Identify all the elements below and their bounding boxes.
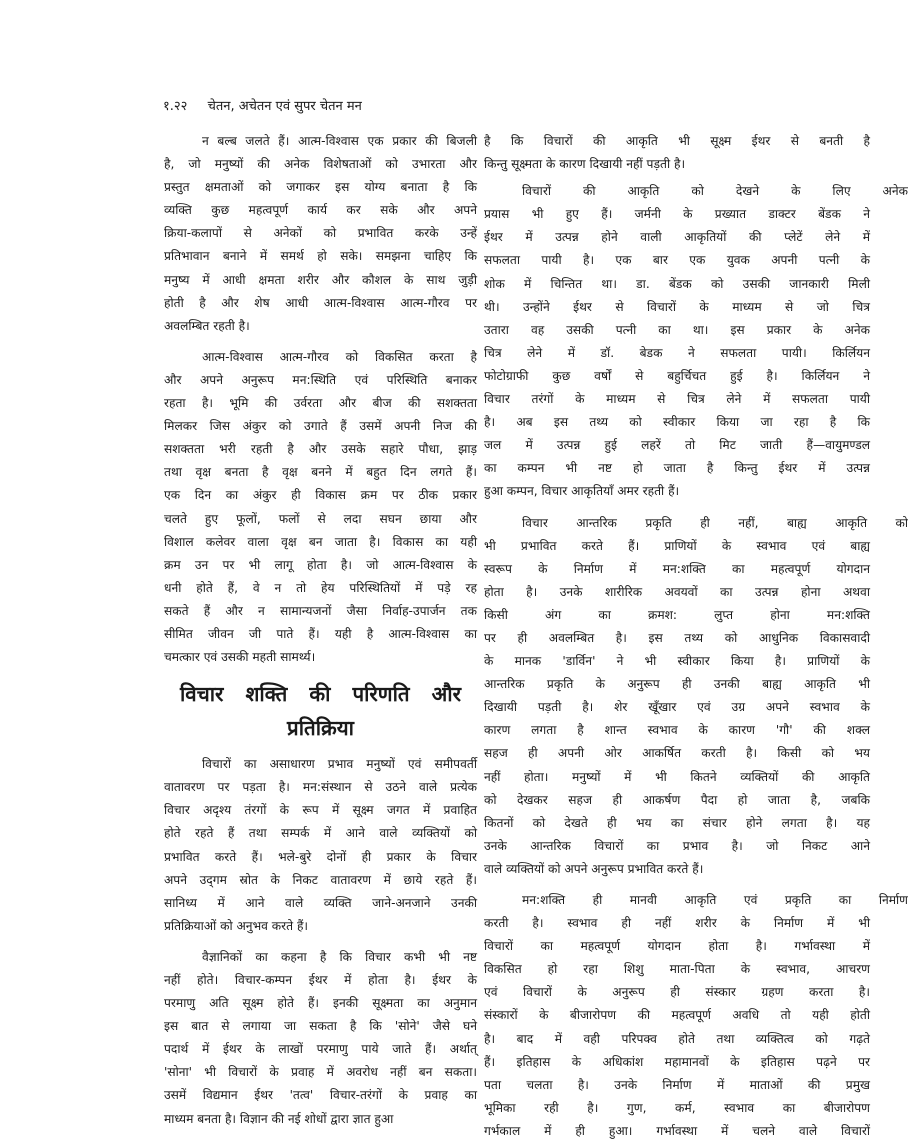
text-line: जल में उत्पन्न हुई लहरें तो मिट जाती हैं—वायुमण्डल bbox=[484, 438, 870, 453]
text-line: सकते हैं और न सामान्यजनों जैसा निर्वाह-उपार्जन तक bbox=[164, 603, 477, 618]
paragraph bbox=[164, 130, 477, 338]
text-line: धनी होते हैं, वे न तो हेय परिस्थितियों में पड़े रह bbox=[164, 580, 477, 595]
chapter-title: चेतन, अचेतन एवं सुपर चेतन मन bbox=[207, 99, 362, 114]
text-line: पता चलता है। उनके निर्माण में माताओं की प्रमुख bbox=[484, 1077, 870, 1092]
text-line: किन्तु सूक्ष्मता के कारण दिखायी नहीं पड़ती है। bbox=[484, 157, 686, 172]
text-line: प्रभावित करते हैं। भले-बुरे दोनों ही प्रकार के विचार bbox=[164, 849, 477, 864]
text-line: सहज ही अपनी ओर आकर्षित करती है। किसी को भय bbox=[484, 746, 870, 761]
text-line: कारण लगता है शान्त स्वभाव के कारण 'गौ' की शक्ल bbox=[484, 723, 870, 738]
text-line: प्रतिक्रियाओं को अनुभव करते हैं। bbox=[164, 918, 309, 933]
page-number: १.२२ bbox=[163, 99, 188, 114]
text-line: अवलम्बित रहती है। bbox=[164, 318, 250, 333]
text-line: आन्तरिक प्रकृति के अनुरूप ही उनकी बाह्य आकृति भी bbox=[484, 677, 870, 692]
text-line: विशाल कलेवर वाला वृक्ष बन जाता है। विकास का यही bbox=[164, 534, 477, 549]
text-line: सीमित जीवन जी पाते हैं। यही है आत्म-विश्वास का bbox=[164, 626, 477, 641]
text-line: मन:शक्ति ही मानवी आकृति एवं प्रकृति का निर्माण bbox=[522, 893, 908, 907]
text-line: संस्कारों के बीजारोपण की महत्वपूर्ण अवधि तो यही होती bbox=[484, 1008, 870, 1023]
text-line: है। अब इस तथ्य को स्वीकार किया जा रहा है कि bbox=[484, 415, 870, 430]
text-line: वैज्ञानिकों का कहना है कि विचार कभी भी नष्ट bbox=[202, 949, 477, 964]
paragraph bbox=[164, 753, 477, 938]
text-line: सानिध्य में आने वाले व्यक्ति जाने-अनजाने उनकी bbox=[164, 895, 477, 910]
text-line: प्रस्तुत क्षमताओं को जगाकर इस योग्य बनाता है कि bbox=[164, 180, 477, 195]
paragraph bbox=[484, 889, 908, 1143]
text-line: अपने उद्‌गम स्रोत के निकट वातावरण में छाये रहते हैं। bbox=[164, 872, 477, 887]
right-column bbox=[484, 130, 908, 1143]
text-line: विचारों की आकृति को देखने के लिए अनेक bbox=[522, 184, 908, 199]
text-line: चलते हुए फूलों, फलों से लदा सघन छाया और bbox=[164, 511, 477, 526]
text-line: उतारा वह उसकी पत्नी का था। इस प्रकार के अनेक bbox=[484, 322, 870, 337]
text-line: इस बात से लगाया जा सकता है कि 'सोने' जैसे घने bbox=[164, 1019, 477, 1034]
text-line: मनुष्य में आधी क्षमता शरीर और कौशल के साथ जुड़ी bbox=[164, 272, 477, 287]
text-line: क्रिया-कलापों से अनेकों को प्रभावित करके उन्हें bbox=[164, 226, 477, 241]
text-line: प्रयास भी हुए हैं। जर्मनी के प्रख्यात डाक्टर बेंडक ने bbox=[484, 207, 870, 222]
text-line: नहीं होते। विचार-कम्पन ईथर में होता है। ईथर के bbox=[164, 973, 477, 987]
section-heading-line: विचार शक्ति की परिणति और bbox=[180, 682, 461, 707]
text-line: हुआ कम्पन, विचार आकृतियाँ अमर रहती हैं। bbox=[484, 484, 680, 499]
text-line: वाले व्यक्तियों को अपने अनुरूप प्रभावित करते हैं। bbox=[484, 861, 704, 876]
text-line: वातावरण पर पड़ता है। मन:संस्थान से उठने वाले प्रत्येक bbox=[164, 780, 477, 795]
text-line: विचारों का महत्वपूर्ण योगदान होता है। गर्भावस्था में bbox=[484, 939, 870, 954]
text-line: चमत्कार एवं उसकी महती सामर्थ्य। bbox=[164, 650, 316, 665]
text-line: सशक्तता भरी रहती है और उसके सहारे पौधा, झाड़ bbox=[164, 442, 477, 457]
text-line: उनके आन्तरिक विचारों का प्रभाव है। जो निकट आने bbox=[484, 838, 870, 853]
text-line: ईथर में उत्पन्न होने वाली आकृतियों की प्लेटें लेने में bbox=[484, 230, 870, 245]
text-line: है कि विचारों की आकृति भी सूक्ष्म ईथर से बनती है bbox=[484, 134, 870, 148]
text-line: क्रम उन पर भी लागू होता है। जो आत्म-विश्वास के bbox=[164, 557, 477, 572]
text-line: न बल्ब जलते हैं। आत्म-विश्वास एक प्रकार की बिजली bbox=[202, 134, 477, 148]
text-line: आत्म-विश्वास आत्म-गौरव को विकसित करता है bbox=[202, 349, 477, 364]
text-line: 'सोना' भी विचारों के प्रवाह में अवरोध नहीं बन सकता। bbox=[164, 1065, 477, 1080]
text-line: होता है। उनके शारीरिक अवयवों का उत्पन्न होना अथवा bbox=[484, 584, 870, 599]
text-line: विचारों का असाधारण प्रभाव मनुष्यों एवं समीपवर्ती bbox=[202, 757, 477, 772]
text-line: व्यक्ति कुछ महत्वपूर्ण कार्य कर सके और अपने bbox=[164, 203, 477, 218]
text-line: फोटोग्राफी कुछ वर्षों से बहुर्चिचत हुई है। किर्लियन ने bbox=[484, 368, 870, 383]
text-line: किसी अंग का क्रमश: लुप्त होना मन:शक्ति bbox=[484, 607, 870, 622]
text-line: विचार आन्तरिक प्रकृति ही नहीं, बाह्य आकृति को bbox=[522, 515, 908, 530]
text-line: प्रतिभावान बनाने में समर्थ हो सके। समझना चाहिए कि bbox=[164, 249, 477, 264]
text-line: है, जो मनुष्यों की अनेक विशेषताओं को उभारता और bbox=[164, 157, 477, 172]
text-line: का कम्पन भी नष्ट हो जाता है किन्तु ईथर में उत्पन्न bbox=[484, 461, 870, 476]
text-line: एक दिन का अंकुर ही विकास क्रम पर ठीक प्रकार bbox=[164, 488, 477, 503]
paragraph bbox=[164, 946, 477, 1131]
text-line: भूमिका रही है। गुण, कर्म, स्वभाव का बीजारोपण bbox=[484, 1100, 870, 1115]
section-heading bbox=[164, 677, 477, 745]
text-line: शोक में चिन्तित था। डा. बेंडक को उसकी जानकारी मिली bbox=[484, 276, 870, 291]
text-line: माध्यम बनता है। विज्ञान की नई शोधों द्वारा ज्ञात हुआ bbox=[164, 1111, 394, 1126]
paragraph bbox=[484, 130, 870, 176]
text-line: दिखायी पड़ती है। शेर खूँखार एवं उग्र अपने स्वभाव के bbox=[484, 700, 870, 715]
text-line: स्वरूप के निर्माण में मन:शक्ति का महत्वपूर्ण योगदान bbox=[484, 561, 870, 576]
text-line: तथा वृक्ष बनता है वृक्ष बनने में बहुत दिन लगते हैं। bbox=[164, 465, 477, 480]
text-line: नहीं होता। मनुष्यों में भी कितने व्यक्तियों की आकृति bbox=[484, 769, 870, 784]
text-line: थी। उन्होंने ईथर से विचारों के माध्यम से जो चित्र bbox=[484, 299, 870, 314]
text-line: करती है। स्वभाव ही नहीं शरीर के निर्माण में भी bbox=[484, 916, 870, 931]
text-line: सफलता पायी है। एक बार एक युवक अपनी पत्नी के bbox=[484, 253, 870, 268]
paragraph bbox=[484, 512, 908, 882]
text-line: चित्र लेने में डॉ. बेडक ने सफलता पायी। किर्लियन bbox=[484, 345, 870, 360]
text-line: हैं। इतिहास के अधिकांश महामानवों के इतिहास पढ़ने पर bbox=[484, 1054, 870, 1069]
text-line: पदार्थ में ईथर के लाखों परमाणु पाये जाते हैं। अर्थात् bbox=[164, 1042, 477, 1057]
text-line: कितनों को देखते ही भय का संचार होने लगता है। यह bbox=[484, 815, 870, 830]
left-column bbox=[164, 130, 477, 1131]
paragraph bbox=[164, 346, 477, 669]
section-heading-line: प्रतिक्रिया bbox=[287, 716, 354, 741]
text-line: परमाणु अति सूक्ष्म होते हैं। इनकी सूक्ष्मता का अनुमान bbox=[164, 996, 477, 1011]
text-line: उसमें विद्यमान ईथर 'तत्व' विचार-तरंगों के प्रवाह का bbox=[164, 1088, 477, 1103]
text-line: गर्भकाल में ही हुआ। गर्भावस्था में चलने वाले विचारों bbox=[484, 1123, 870, 1138]
paragraph bbox=[484, 180, 908, 503]
running-head bbox=[163, 96, 362, 114]
text-line: के मानक 'डार्विन' ने भी स्वीकार किया है। प्राणियों के bbox=[484, 654, 870, 669]
text-line: रहता है। भूमि की उर्वरता और बीज की सशक्तता bbox=[164, 396, 477, 411]
text-line: भी प्रभावित करते हैं। प्राणियों के स्वभाव एवं बाह्य bbox=[484, 538, 870, 553]
text-line: एवं विचारों के अनुरूप ही संस्कार ग्रहण करता है। bbox=[484, 985, 870, 1000]
text-line: विचार अदृश्य तंरगों के रूप में सूक्ष्म जगत में प्रवाहित bbox=[164, 803, 477, 818]
text-line: होती है और शेष आधी आत्म-विश्वास आत्म-गौरव पर bbox=[164, 295, 477, 310]
text-line: होते रहते हैं तथा सम्पर्क में आने वाले व्यक्तियों को bbox=[164, 826, 477, 841]
text-line: विकसित हो रहा शिशु माता-पिता के स्वभाव, आचरण bbox=[484, 962, 870, 977]
text-line: है। बाद में वही परिपक्व होते तथा व्यक्तित्व को गढ़ते bbox=[484, 1031, 870, 1046]
text-line: को देखकर सहज ही आकर्षण पैदा हो जाता है, जबकि bbox=[484, 792, 870, 807]
text-line: पर ही अवलम्बित है। इस तथ्य को आधुनिक विकासवादी bbox=[484, 630, 870, 645]
text-line: मिलकर जिस अंकुर को उगाते हैं उसमें अपनी निज की bbox=[164, 419, 477, 434]
text-line: और अपने अनुरूप मन:स्थिति एवं परिस्थिति बनाकर bbox=[164, 372, 477, 387]
text-line: विचार तरंगों के माध्यम से चित्र लेने में सफलता पायी bbox=[484, 392, 870, 407]
